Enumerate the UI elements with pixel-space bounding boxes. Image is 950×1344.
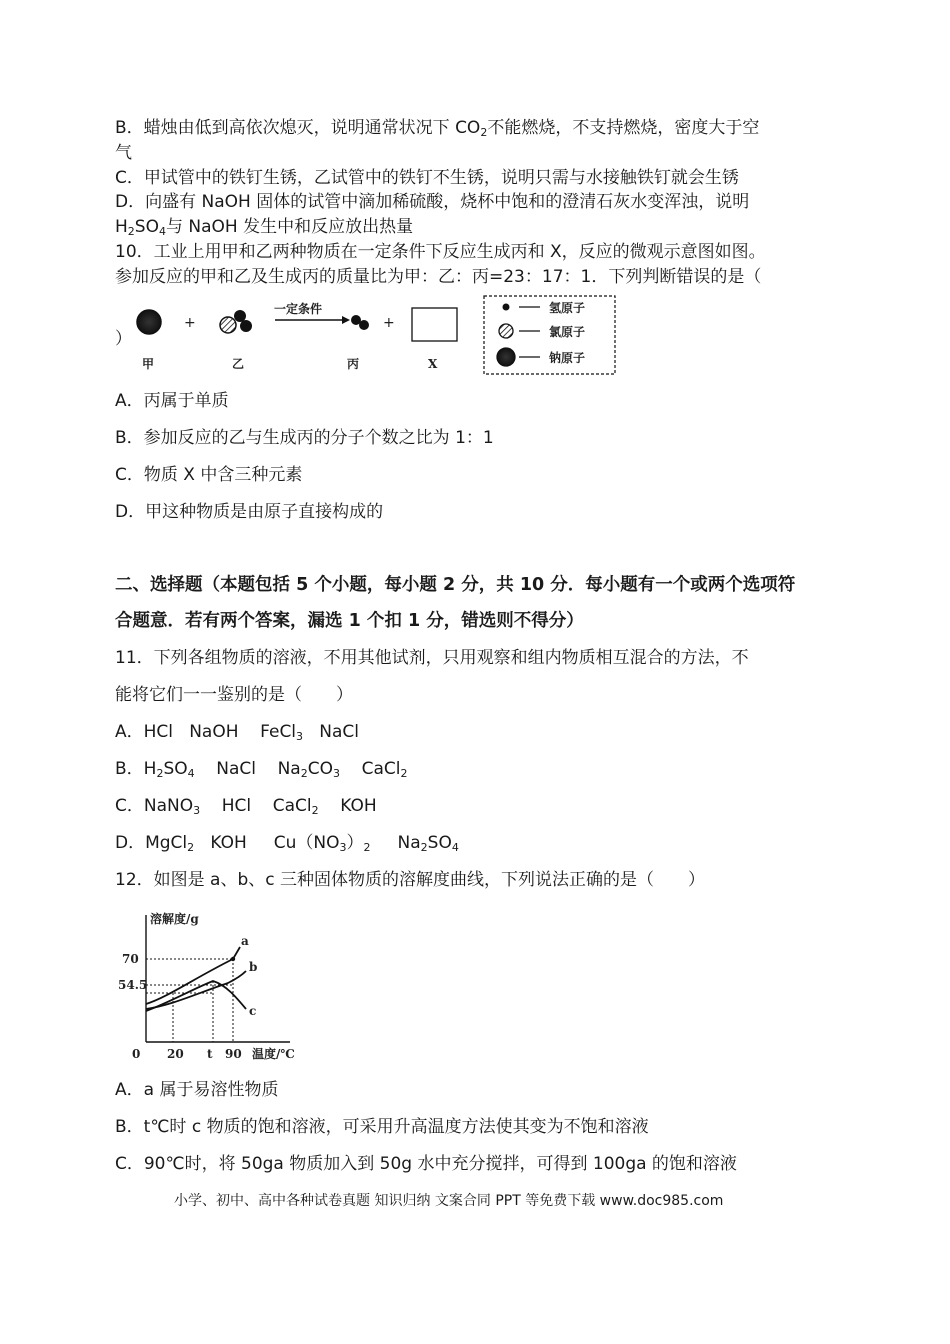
solubility-curve-figure [118, 905, 308, 1065]
xtick-90: 90 [225, 1047, 242, 1061]
molecule-b-icon [220, 310, 252, 333]
q10-stem-line1: 10．工业上用甲和乙两种物质在一定条件下反应生成丙和 X，反应的微观示意图如图。 [115, 242, 766, 262]
q11-option-d: D．MgCl$_2$ KOH $Cu(NO_3)_2$ $Na_2SO_4$ [115, 833, 459, 854]
svg-text:+: + [184, 315, 196, 331]
q12-option-c: C．90℃时，将 50ga 物质加入到 50g 水中充分搅拌，可得到 100ga 的饱和溶液 [115, 1154, 737, 1174]
page-footer: 小学、初中、高中各种试卷真题 知识归纳 文案合同 PPT 等免费下载 www.doc985.com [174, 1193, 724, 1209]
curve-label-b: b [249, 960, 258, 974]
q12-stem: 12．如图是 a、b、c 三种固体物质的溶解度曲线，下列说法正确的是（ ） [115, 870, 705, 890]
q11-option-c: C．NaNO$_3$ HCl CaCl$_2$ KOH [115, 796, 377, 817]
q11-stem-line2: 能将它们一一鉴别的是（ ） [115, 685, 353, 705]
q9-option-b-line2: 气 [115, 143, 132, 163]
curve-label-c: c [249, 1004, 257, 1018]
xtick-0: 0 [132, 1047, 141, 1061]
hydrogen-molecule-icon [351, 315, 369, 330]
q12-option-b: B．t℃时 c 物质的饱和溶液，可采用升高温度方法使其变为不饱和溶液 [115, 1117, 649, 1137]
reaction-diagram [120, 295, 640, 375]
q11-option-a: A．HCl NaOH FeCl$_3$ NaCl [115, 722, 359, 743]
sodium-atom-icon [137, 310, 161, 334]
q10-stem-close: ） [115, 329, 132, 349]
y-axis-label: 溶解度/g [150, 912, 199, 926]
label-x: X [428, 357, 438, 371]
unknown-x-box [412, 308, 457, 341]
q10-option-b: B．参加反应的乙与生成丙的分子个数之比为 1：1 [115, 428, 494, 448]
chlorine-atom-icon [499, 324, 513, 338]
hydrogen-atom-icon [503, 304, 510, 311]
xtick-20: 20 [167, 1047, 184, 1061]
x-axis-label: 温度/℃ [252, 1047, 295, 1061]
reaction-condition: 一定条件 [274, 302, 323, 316]
ytick-70: 70 [122, 952, 139, 966]
svg-text:+: + [383, 315, 395, 331]
q9-option-b-line1: B．蜡烛由低到高依次熄灭，说明通常状况下 $CO_2$不能燃烧，不支持燃烧，密度大于空 [115, 118, 760, 139]
q10-option-c: C．物质 X 中含三种元素 [115, 465, 303, 485]
label-jia: 甲 [142, 357, 155, 371]
q12-option-a: A．a 属于易溶性物质 [115, 1080, 279, 1100]
legend-hydrogen: 氢原子 [549, 301, 586, 315]
q10-option-a: A．丙属于单质 [115, 391, 229, 411]
q10-stem-line2: 参加反应的甲和乙及生成丙的质量比为甲：乙：丙=23：17：1．下列判断错误的是（ [115, 267, 762, 287]
legend-sodium: 钠原子 [549, 351, 586, 365]
curve-label-a: a [241, 934, 249, 948]
q11-stem-line1: 11．下列各组物质的溶液，不用其他试剂，只用观察和组内物质相互混合的方法，不 [115, 648, 749, 668]
xtick-t: t [207, 1047, 213, 1061]
ytick-54-5: 54.5 [118, 978, 148, 992]
legend-chlorine: 氯原子 [549, 325, 586, 339]
q11-option-b: B．$H_2SO_4$ NaCl $Na_2CO_3$ CaCl$_2$ [115, 759, 408, 780]
q9-option-d-line1: D．向盛有 NaOH 固体的试管中滴加稀硫酸，烧杯中饱和的澄清石灰水变浑浊，说明 [115, 192, 750, 212]
q9-option-d-line2: $H_2SO_4$与 NaOH 发生中和反应放出热量 [115, 217, 414, 238]
q9-option-c: C．甲试管中的铁钉生锈，乙试管中的铁钉不生锈，说明只需与水接触铁钉就会生锈 [115, 168, 739, 188]
sodium-legend-icon [497, 348, 515, 366]
curve-b [146, 971, 246, 1009]
section2-heading-line1: 二、选择题（本题包括 5 个小题，每小题 2 分，共 10 分．每小题有一个或两个选项符 [115, 575, 796, 595]
label-yi: 乙 [232, 357, 245, 371]
label-bing: 丙 [347, 357, 360, 371]
q10-option-d: D．甲这种物质是由原子直接构成的 [115, 502, 384, 522]
section2-heading-line2: 合题意．若有两个答案，漏选 1 个扣 1 分，错选则不得分） [115, 611, 584, 631]
